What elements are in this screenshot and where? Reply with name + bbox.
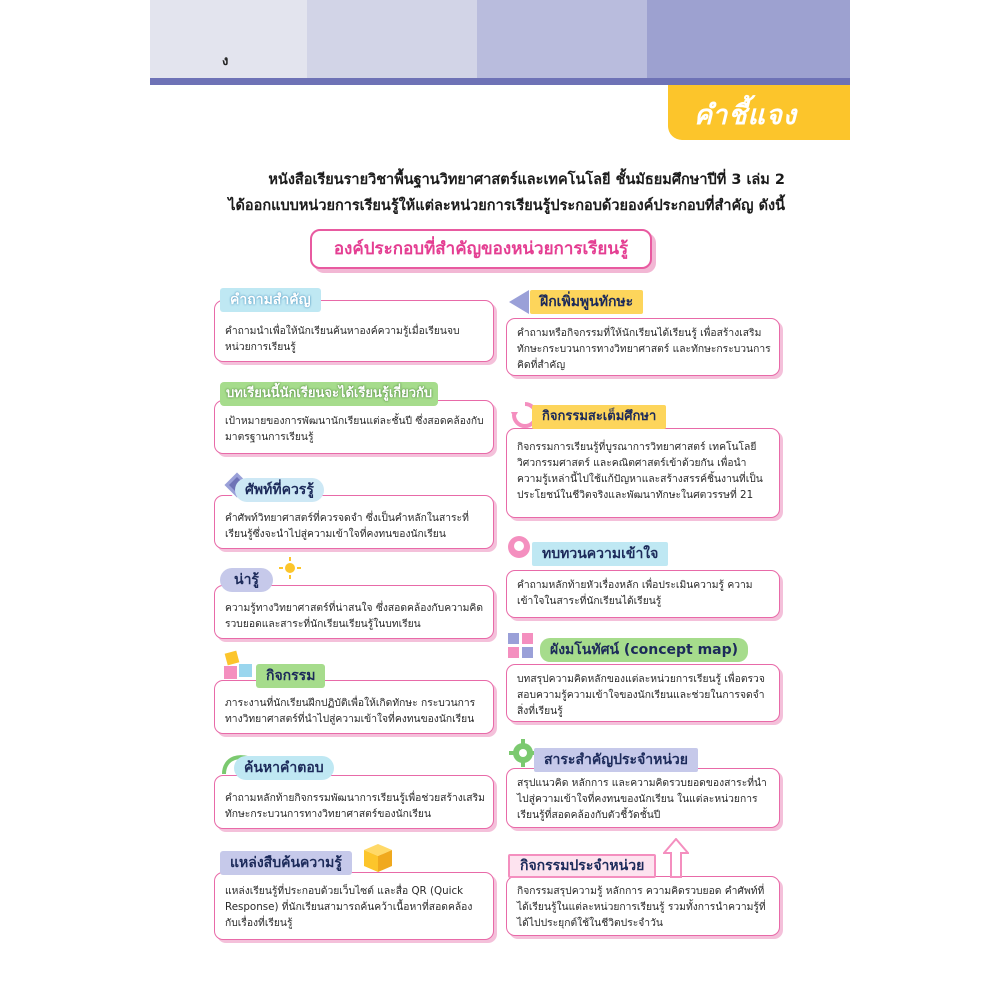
- lightbulb-icon: [506, 534, 532, 560]
- tag-review: ทบทวนความเข้าใจ: [532, 542, 668, 566]
- grid-icon: [507, 632, 535, 660]
- arrow-left-icon: [507, 288, 531, 316]
- tag-unit-activity: กิจกรรมประจำหน่วย: [508, 854, 656, 878]
- blocks-icon: [222, 650, 254, 682]
- card-text: กิจกรรมการเรียนรู้ที่บูรณาการวิทยาศาสตร์ เทคโนโลยี วิศวกรรมศาสตร์ และคณิตศาสตร์เข้าด้วยกัน เพื่อนำความรู้เหล่านี้ไปใช้แก้ปัญหาและสร้างสรรค์ชิ้นงานที่เป็นประโยชน์ในชีวิตจริงและพัฒนาทักษะในศตวรรษที่ 21: [517, 441, 763, 501]
- card-concept-map: [506, 664, 780, 722]
- tag-find-answer: ค้นหาคำตอบ: [234, 756, 334, 780]
- card-text: กิจกรรมสรุปความรู้ หลักการ ความคิดรวบยอด คำศัพท์ที่ได้เรียนรู้ในแต่ละหน่วยการเรียนรู้ รวมทั้งการนำความรู้ที่ได้ไปประยุกต์ใช้ในชีวิตประจำวัน: [517, 885, 766, 929]
- card-vocabulary: [214, 495, 494, 549]
- card-find-answer: [214, 775, 494, 829]
- card-text: คำถามหลักท้ายกิจกรรมพัฒนาการเรียนรู้เพื่อช่วยสร้างเสริมทักษะกระบวนการทางวิทยาศาสตร์ของนักเรียน: [225, 792, 485, 820]
- header-band-4: [647, 0, 850, 78]
- card-unit-summary: [506, 768, 780, 828]
- card-activity: [214, 680, 494, 734]
- tag-unit-summary: สาระสำคัญประจำหน่วย: [534, 748, 698, 772]
- title-tab: [668, 85, 850, 140]
- tag-vocabulary: ศัพท์ที่ควรรู้: [235, 478, 324, 502]
- card-text: คำศัพท์วิทยาศาสตร์ที่ควรจดจำ ซึ่งเป็นคำหลักในสาระที่เรียนรู้ซึ่งจะนำไปสู่ความเข้าใจที่คงทนของนักเรียน: [225, 512, 469, 540]
- components-banner: [310, 229, 652, 269]
- header-rule: [150, 78, 850, 85]
- card-text: คำถามหรือกิจกรรมที่ให้นักเรียนได้เรียนรู้ เพื่อสร้างเสริมทักษะกระบวนการทางวิทยาศาสตร์ และทักษะกระบวนการคิดที่สำคัญ: [517, 327, 771, 371]
- document-page: [150, 0, 850, 1000]
- card-learning-goals: [214, 400, 494, 454]
- card-text: คำถามหลักท้ายหัวเรื่องหลัก เพื่อประเมินความรู้ ความเข้าใจในสาระที่นักเรียนได้เรียนรู้: [517, 579, 753, 607]
- tag-learning-goals: บทเรียนนี้นักเรียนจะได้เรียนรู้เกี่ยวกับ: [220, 382, 438, 406]
- card-text: เป้าหมายของการพัฒนานักเรียนแต่ละชั้นปี ซึ่งสอดคล้องกับมาตรฐานการเรียนรู้: [225, 415, 484, 443]
- tag-did-you-know: น่ารู้: [220, 568, 273, 592]
- header-band-2: [307, 0, 477, 78]
- tag-key-question: คำถามสำคัญ: [220, 288, 321, 312]
- header-band-1: [150, 0, 307, 78]
- header-band-3: [477, 0, 647, 78]
- tag-activity: กิจกรรม: [256, 664, 325, 688]
- card-unit-activity: [506, 876, 780, 936]
- sun-icon: [278, 556, 302, 580]
- card-review: [506, 570, 780, 618]
- arrow-up-icon: [663, 838, 689, 878]
- banner-text: องค์ประกอบที่สำคัญของหน่วยการเรียนรู้: [333, 239, 629, 259]
- tag-concept-map: ผังมโนทัศน์ (concept map): [540, 638, 748, 662]
- tag-skill-practice: ฝึกเพิ่มพูนทักษะ: [530, 290, 643, 314]
- card-text: คำถามนำเพื่อให้นักเรียนค้นหาองค์ความรู้เมื่อเรียนจบหน่วยการเรียนรู้: [225, 325, 460, 353]
- card-stem: [506, 428, 780, 518]
- box-icon: [360, 838, 396, 874]
- card-skill-practice: [506, 318, 780, 376]
- page-number: ง: [222, 54, 229, 69]
- tag-stem: กิจกรรมสะเต็มศึกษา: [532, 405, 666, 429]
- card-text: ภาระงานที่นักเรียนฝึกปฏิบัติเพื่อให้เกิดทักษะ กระบวนการทางวิทยาศาสตร์ที่นำไปสู่ความเข้าใจที่คงทนของนักเรียน: [225, 697, 476, 725]
- card-text: บทสรุปความคิดหลักของแต่ละหน่วยการเรียนรู้ เพื่อตรวจสอบความรู้ความเข้าใจของนักเรียนและช่วยในการจดจำสิ่งที่เรียนรู้: [517, 673, 765, 717]
- card-text: แหล่งเรียนรู้ที่ประกอบด้วยเว็บไซต์ และสื่อ QR (Quick Response) ที่นักเรียนสามารถค้นคว้าเนื้อหาที่สอดคล้องกับเรื่องที่เรียนรู้: [225, 885, 473, 929]
- card-text: ความรู้ทางวิทยาศาสตร์ที่น่าสนใจ ซึ่งสอดคล้องกับความคิดรวบยอดและสาระที่นักเรียนเรียนรู้ในบทเรียน: [225, 602, 484, 630]
- card-did-you-know: [214, 585, 494, 639]
- card-text: สรุปแนวคิด หลักการ และความคิดรวบยอดของสาระที่นำไปสู่ความเข้าใจที่คงทนของนักเรียน ในแต่ละหน่วยการเรียนรู้ที่สอดคล้องกับตัวชี้วัดชั้นปี: [517, 777, 767, 821]
- intro-line-1: หนังสือเรียนรายวิชาพื้นฐานวิทยาศาสตร์และเทคโนโลยี ชั้นมัธยมศึกษาปีที่ 3 เล่ม 2: [268, 172, 785, 188]
- page-title: คำชี้แจง: [694, 100, 797, 131]
- card-resources: [214, 872, 494, 940]
- intro-line-2: ได้ออกแบบหน่วยการเรียนรู้ให้แต่ละหน่วยการเรียนรู้ประกอบด้วยองค์ประกอบที่สำคัญ ดังนี้: [228, 198, 785, 214]
- tag-resources: แหล่งสืบค้นความรู้: [220, 851, 352, 875]
